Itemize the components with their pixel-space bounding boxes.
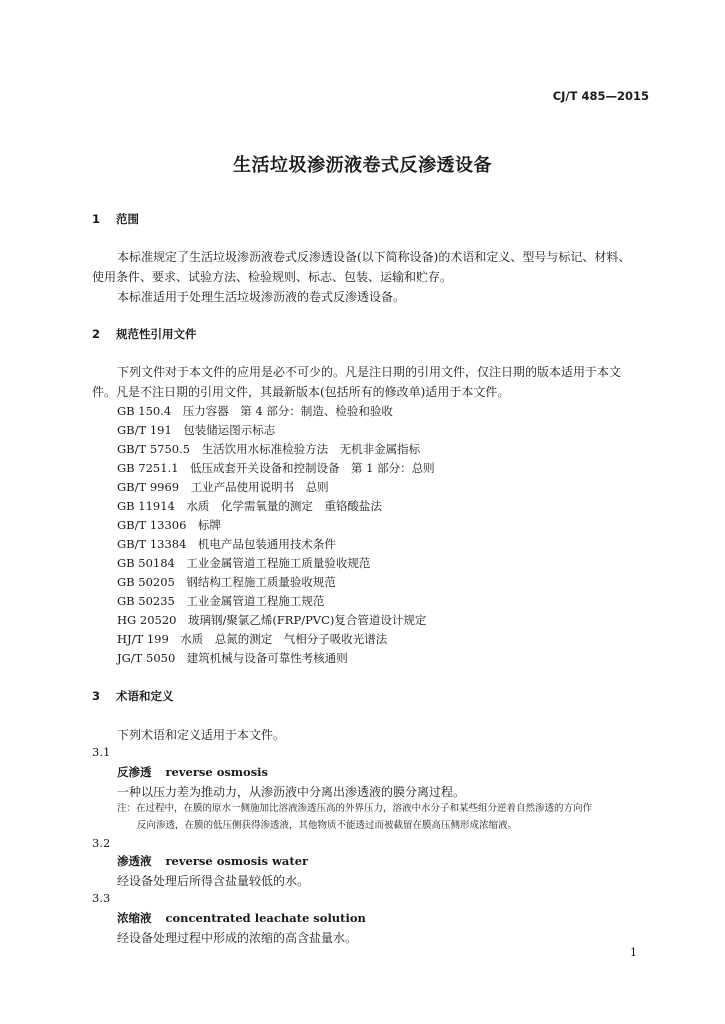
clause-number: 3.2	[92, 836, 111, 850]
term-zh: 浓缩液	[117, 911, 152, 925]
page-number: 1	[630, 946, 637, 959]
section-2-number: 2	[92, 327, 101, 341]
reference-item: GB/T 9969 工业产品使用说明书 总则	[117, 480, 329, 494]
section-1-heading	[92, 211, 139, 227]
term-note-line2: 反向渗透，在膜的低压侧获得渗透液，其他物质不能透过而被截留在膜高压侧形成浓缩液。	[137, 820, 518, 831]
document-title: 生活垃圾渗沥液卷式反渗透设备	[233, 155, 492, 176]
section-1-para1-line2: 使用条件、要求、试验方法、检验规则、标志、包装、运输和贮存。	[92, 270, 453, 284]
section-1-para2: 本标准适用于处理生活垃圾渗沥液的卷式反渗透设备。	[117, 290, 406, 304]
reference-item: GB 150.4 压力容器 第 4 部分：制造、检验和验收	[117, 404, 393, 418]
reference-item: GB/T 5750.5 生活饮用水标准检验方法 无机非金属指标	[117, 442, 421, 456]
reference-item: GB/T 13306 标牌	[117, 518, 221, 532]
reference-item: GB 50184 工业金属管道工程施工质量验收规范	[117, 556, 371, 570]
term-en: reverse osmosis	[165, 765, 269, 779]
section-3-title: 术语和定义	[116, 689, 174, 703]
section-2-intro-line1: 下列文件对于本文件的应用是必不可少的。凡是注日期的引用文件，仅注日期的版本适用于本文	[117, 365, 622, 379]
term-zh: 反渗透	[117, 765, 152, 779]
standard-number: CJ/T 485—2015	[552, 89, 649, 103]
term-zh: 渗透液	[117, 854, 152, 868]
section-1-title: 范围	[116, 212, 139, 226]
reference-item: HG 20520 玻璃钢/聚氯乙烯(FRP/PVC)复合管道设计规定	[117, 613, 427, 627]
reference-item: GB 11914 水质 化学需氧量的测定 重铬酸盐法	[117, 499, 382, 513]
section-3-intro: 下列术语和定义适用于本文件。	[117, 728, 286, 742]
term-definition: 经设备处理后所得含盐量较低的水。	[117, 874, 310, 888]
clause-number: 3.1	[92, 745, 111, 759]
term-definition: 一种以压力差为推动力，从渗沥液中分离出渗透液的膜分离过程。	[117, 785, 466, 799]
section-1-number: 1	[92, 212, 101, 226]
reference-item: HJ/T 199 水质 总氮的测定 气相分子吸收光谱法	[117, 632, 388, 646]
term-en: reverse osmosis water	[165, 854, 309, 868]
term-definition: 经设备处理过程中形成的浓缩的高含盐量水。	[117, 931, 358, 945]
section-2-heading	[92, 326, 197, 342]
term-en: concentrated leachate solution	[165, 911, 366, 925]
clause-number: 3.3	[92, 891, 111, 905]
reference-item: GB 7251.1 低压成套开关设备和控制设备 第 1 部分：总则	[117, 461, 435, 475]
reference-item: GB 50235 工业金属管道工程施工规范	[117, 594, 325, 608]
section-1-para1-line1: 本标准规定了生活垃圾渗沥液卷式反渗透设备(以下简称设备)的术语和定义、型号与标记、材料、	[117, 250, 631, 264]
reference-item: GB/T 13384 机电产品包装通用技术条件	[117, 537, 336, 551]
reference-item: GB 50205 钢结构工程施工质量验收规范	[117, 575, 336, 589]
section-3-heading	[92, 688, 174, 704]
term-heading	[117, 764, 268, 780]
section-2-title: 规范性引用文件	[116, 327, 197, 341]
section-2-intro-line2: 件。凡是不注日期的引用文件，其最新版本(包括所有的修改单)适用于本文件。	[92, 385, 510, 399]
term-heading	[117, 910, 366, 926]
term-heading	[117, 853, 308, 869]
term-note-line1: 注：在过程中，在膜的原水一侧施加比溶液渗透压高的外界压力，溶液中水分子和某些组分逆着自然渗透的方向作	[117, 803, 593, 814]
section-3-number: 3	[92, 689, 101, 703]
reference-item: GB/T 191 包装储运图示标志	[117, 423, 276, 437]
reference-item: JG/T 5050 建筑机械与设备可靠性考核通则	[117, 651, 348, 665]
